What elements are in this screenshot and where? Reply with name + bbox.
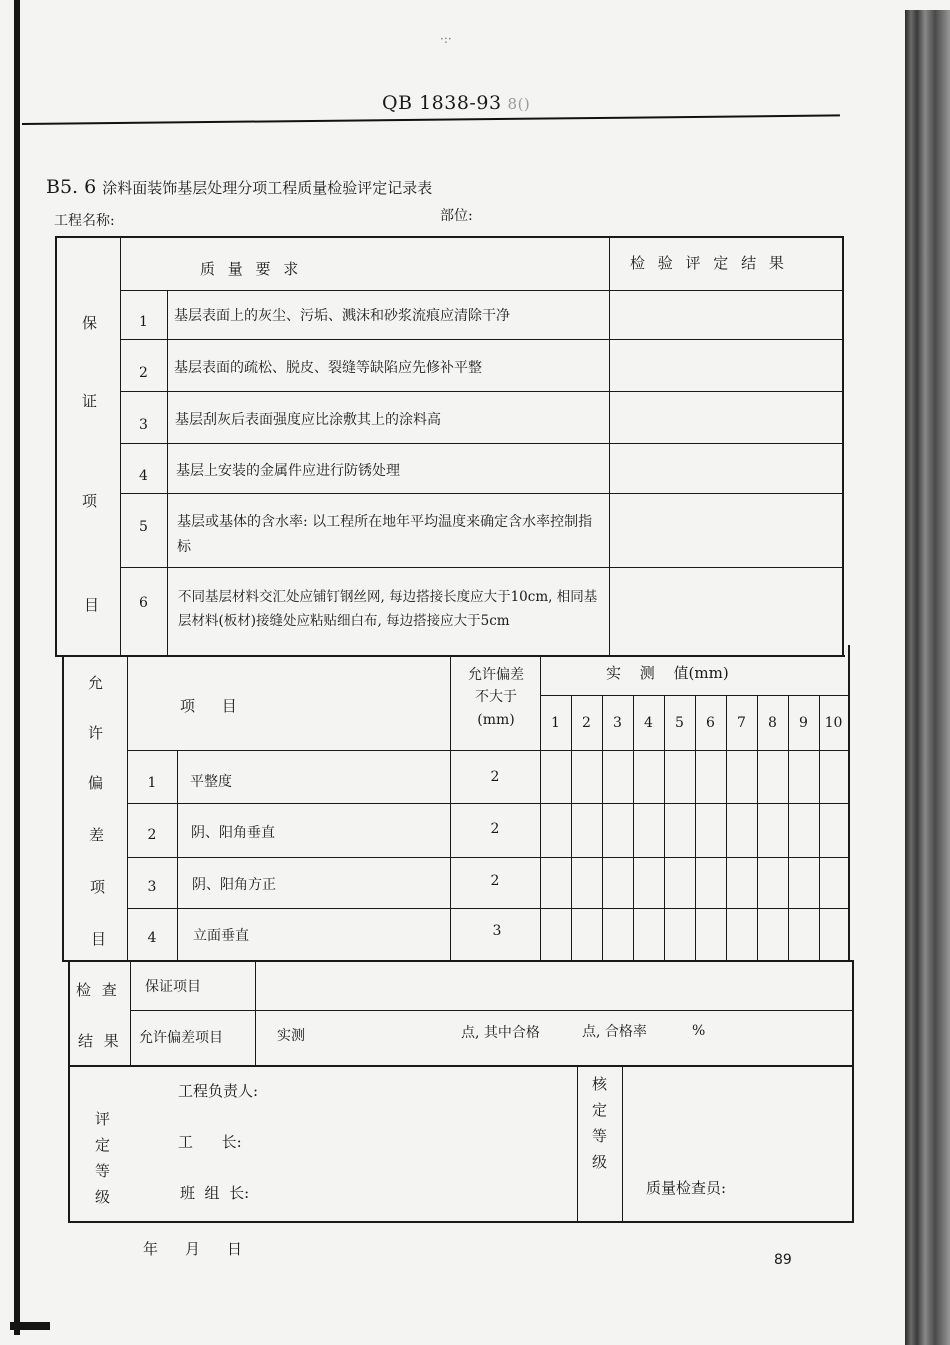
guarantee-row-no: 4 bbox=[139, 468, 148, 484]
binding-edge-foot bbox=[10, 1322, 50, 1330]
rating-project-lead: 工程负责人: bbox=[178, 1082, 259, 1100]
date-line bbox=[143, 1238, 269, 1259]
deviation-side-char: 差 bbox=[89, 826, 105, 844]
guarantee-row-text: 基层表面的疏松、脱皮、裂缝等缺陷应先修补平整 bbox=[174, 360, 482, 376]
guarantee-row-text: 基层或基体的含水率: 以工程所在地年平均温度来确定含水率控制指标 bbox=[177, 514, 593, 555]
guarantee-side-char: 证 bbox=[82, 392, 98, 410]
deviation-row-item: 立面垂直 bbox=[193, 928, 249, 944]
page-fold-shadow bbox=[905, 10, 950, 1345]
rating-team-lead: 班 组 长: bbox=[180, 1184, 250, 1202]
rating-side-char: 评 bbox=[95, 1110, 111, 1128]
guarantee-row-no: 3 bbox=[139, 417, 148, 433]
rating-side-char: 级 bbox=[95, 1188, 111, 1206]
header-allowance bbox=[452, 664, 540, 731]
deviation-side-char: 偏 bbox=[88, 774, 104, 792]
header-allowance-line: (mm) bbox=[477, 711, 515, 728]
form-title bbox=[46, 176, 432, 198]
verify-side-char: 等 bbox=[592, 1127, 608, 1145]
check-percent-sign: % bbox=[692, 1023, 706, 1039]
guarantee-row-text: 基层上安装的金属件应进行防锈处理 bbox=[176, 463, 400, 479]
header-requirement: 质 量 要 求 bbox=[200, 260, 303, 278]
header-measured: 实 测 值(mm) bbox=[606, 664, 729, 682]
project-name-label: 工程名称: bbox=[54, 213, 115, 229]
form-code: B5. 6 bbox=[46, 176, 97, 198]
deviation-row-allow: 2 bbox=[490, 873, 500, 889]
verify-side-char: 核 bbox=[592, 1075, 608, 1093]
guarantee-side-char: 项 bbox=[82, 492, 98, 510]
measure-col-label: 5 bbox=[675, 715, 684, 731]
guarantee-row-no: 5 bbox=[139, 519, 148, 535]
measure-col-label: 9 bbox=[799, 715, 808, 731]
deviation-side-char: 项 bbox=[90, 878, 106, 896]
date-month: 月 bbox=[185, 1240, 202, 1258]
deviation-row-item: 阴、阳角方正 bbox=[192, 877, 276, 893]
measure-col-label: 6 bbox=[706, 715, 715, 731]
measure-col-label: 10 bbox=[824, 715, 843, 731]
deviation-row-allow: 3 bbox=[492, 923, 502, 939]
standard-code bbox=[382, 92, 530, 114]
check-label-top: 检 查 bbox=[76, 981, 120, 999]
guarantee-row-no: 2 bbox=[139, 365, 148, 381]
rating-foreman: 工 长: bbox=[178, 1133, 242, 1151]
deviation-row-allow: 2 bbox=[490, 821, 500, 837]
date-day: 日 bbox=[227, 1240, 244, 1258]
header-result: 检 验 评 定 结 果 bbox=[630, 254, 788, 272]
page-number: 89 bbox=[774, 1252, 792, 1268]
form-title-text: 涂料面装饰基层处理分项工程质量检验评定记录表 bbox=[102, 179, 433, 197]
check-deviation-label: 允许偏差项目 bbox=[139, 1030, 223, 1046]
measure-col-label: 8 bbox=[768, 715, 777, 731]
guarantee-row-no: 6 bbox=[139, 595, 148, 611]
deviation-side-char: 许 bbox=[88, 724, 104, 742]
part-label: 部位: bbox=[440, 208, 473, 224]
measure-col-label: 1 bbox=[551, 715, 560, 731]
deviation-side-char: 允 bbox=[88, 674, 104, 692]
measure-col-label: 2 bbox=[582, 715, 591, 731]
deviation-row-no: 2 bbox=[147, 827, 157, 843]
scan-speck: ·:· bbox=[440, 32, 452, 46]
measure-col-label: 4 bbox=[644, 715, 653, 731]
deviation-row-allow: 2 bbox=[490, 769, 500, 785]
guarantee-row-text: 不同基层材料交汇处应铺钉钢丝网, 每边搭接长度应大于10cm, 相同基层材料(板材)接缝处应粘贴细白布, 每边搭接应大于5cm bbox=[178, 589, 598, 629]
guarantee-row-no: 1 bbox=[139, 314, 148, 330]
header-allowance-line: 允许偏差 bbox=[468, 667, 524, 683]
deviation-row-no: 4 bbox=[147, 930, 157, 946]
check-measured-text: 实测 bbox=[277, 1028, 305, 1044]
verify-side-char: 级 bbox=[592, 1153, 608, 1171]
guarantee-row-text: 基层刮灰后表面强度应比涂敷其上的涂料高 bbox=[175, 412, 441, 428]
deviation-row-no: 1 bbox=[147, 775, 157, 791]
binding-edge bbox=[14, 0, 20, 1335]
guarantee-row-text: 基层表面上的灰尘、污垢、溅沫和砂浆流痕应清除干净 bbox=[174, 308, 510, 324]
check-pass-rate-text: 点, 合格率 bbox=[582, 1024, 647, 1040]
measure-col-label: 3 bbox=[613, 715, 622, 731]
header-rule bbox=[22, 114, 840, 125]
measure-col-label: 7 bbox=[737, 715, 746, 731]
standard-code-faint: 8() bbox=[507, 95, 531, 113]
verify-side-char: 定 bbox=[592, 1101, 608, 1119]
standard-code-text: QB 1838-93 bbox=[382, 92, 502, 114]
date-year: 年 bbox=[143, 1240, 160, 1258]
deviation-row-item: 平整度 bbox=[190, 774, 232, 790]
rating-side-char: 定 bbox=[95, 1136, 111, 1154]
check-guarantee-label: 保证项目 bbox=[145, 979, 201, 995]
deviation-row-no: 3 bbox=[147, 879, 157, 895]
guarantee-side-char: 目 bbox=[84, 596, 100, 614]
check-points-text: 点, 其中合格 bbox=[461, 1025, 540, 1041]
header-item: 项 目 bbox=[180, 697, 237, 715]
guarantee-side-char: 保 bbox=[82, 314, 98, 332]
deviation-side-char: 目 bbox=[91, 930, 107, 948]
rating-inspector: 质量检查员: bbox=[646, 1179, 727, 1197]
check-label-bottom: 结 果 bbox=[78, 1032, 122, 1050]
deviation-row-item: 阴、阳角垂直 bbox=[191, 825, 275, 841]
rating-side-char: 等 bbox=[95, 1162, 111, 1180]
header-allowance-line: 不大于 bbox=[475, 689, 517, 706]
